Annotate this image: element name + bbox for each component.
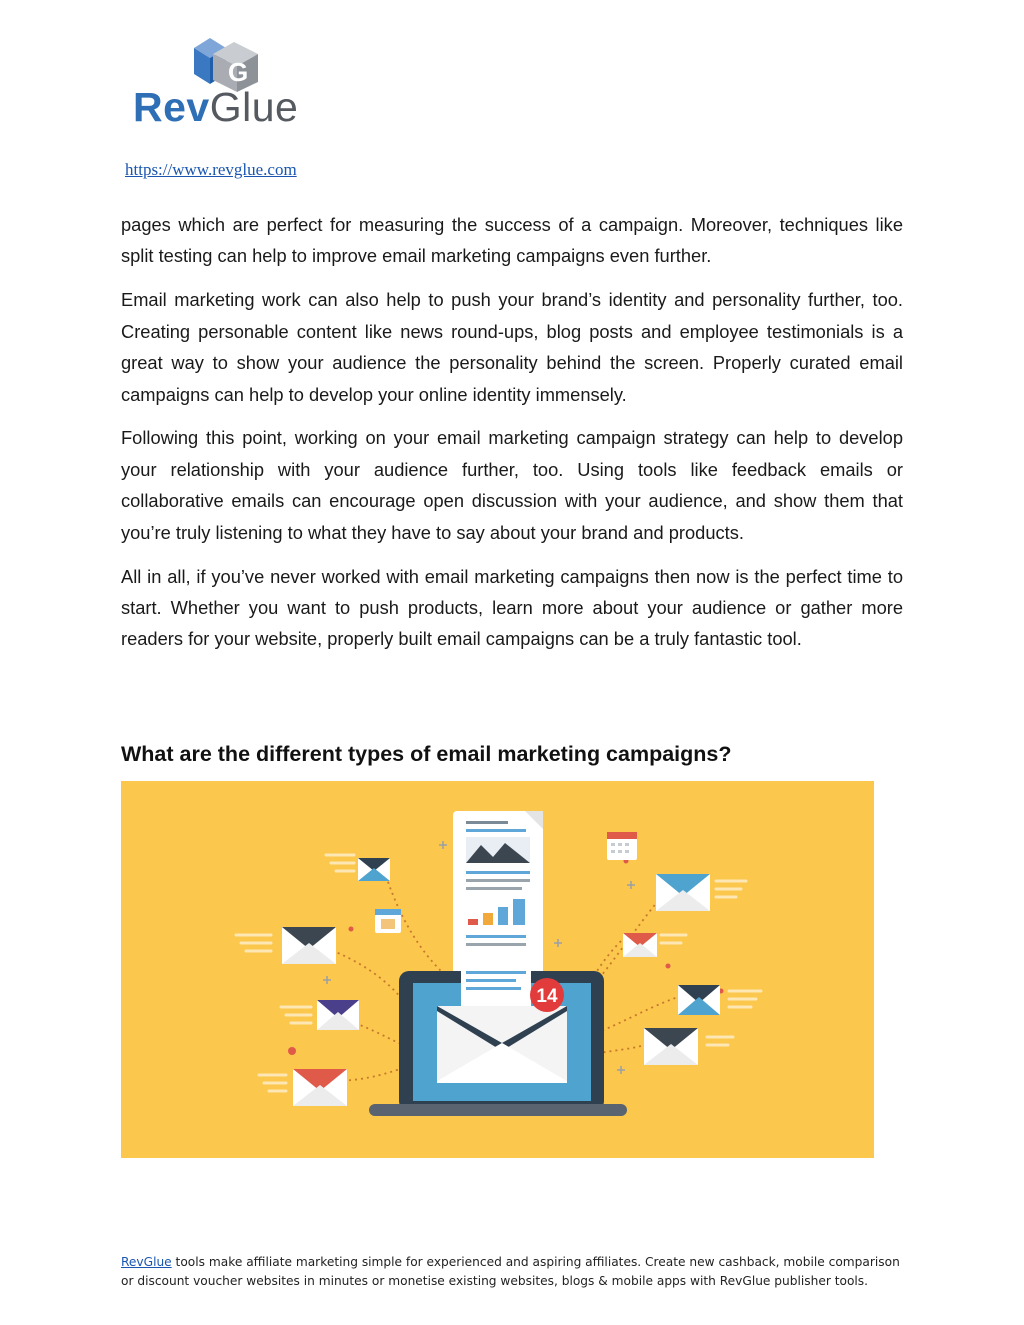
paragraph: pages which are perfect for measuring the success of a campaign. Moreover, techniques like split testing can help to improve email marketing campaigns even further. bbox=[121, 214, 903, 267]
notification-count: 14 bbox=[536, 986, 558, 1007]
calendar-icon bbox=[375, 909, 401, 933]
footer-text: tools make affiliate marketing simple for experienced and aspiring affiliates. Create new cashback, mobile comparison or discount voucher websites in minutes or monetise existing websites, blogs & mobile apps with RevGlue publisher tools. bbox=[121, 1255, 900, 1288]
revglue-footer-link[interactable]: RevGlue bbox=[121, 1255, 172, 1269]
laptop-icon bbox=[369, 961, 627, 1116]
svg-text:G: G bbox=[228, 57, 249, 87]
section-heading: What are the different types of email marketing campaigns? bbox=[121, 742, 732, 766]
logo-wordmark bbox=[133, 84, 298, 131]
logo-glue-text: Glue bbox=[209, 84, 299, 130]
paragraph: Email marketing work can also help to push your brand’s identity and personality further, too. Creating personable content like news round-ups, blog posts and employee testimonials is a great way to show your audience the personality behind the screen. Properly curated email campaigns can help to develop your online identity immensely. bbox=[121, 289, 903, 405]
email-marketing-illustration bbox=[121, 781, 874, 1158]
page-footer bbox=[121, 1253, 911, 1290]
logo-rev-text: Rev bbox=[133, 84, 210, 130]
calendar-icon bbox=[607, 832, 637, 860]
site-url-link[interactable]: https://www.revglue.com bbox=[125, 160, 297, 179]
paragraph: Following this point, working on your email marketing campaign strategy can help to develop your relationship with your audience further, too. Using tools like feedback emails or collaborative emails can encourage open discussion with your audience, and show them that you’re truly listening to what they have to say about your brand and products. bbox=[121, 427, 903, 543]
paragraph: All in all, if you’ve never worked with email marketing campaigns then now is the perfect time to start. Whether you want to push products, learn more about your audience or gather more readers for your website, properly built email campaigns can be a truly fantastic tool. bbox=[121, 565, 903, 650]
notification-badge-icon bbox=[530, 978, 564, 1012]
article-body bbox=[121, 209, 903, 667]
